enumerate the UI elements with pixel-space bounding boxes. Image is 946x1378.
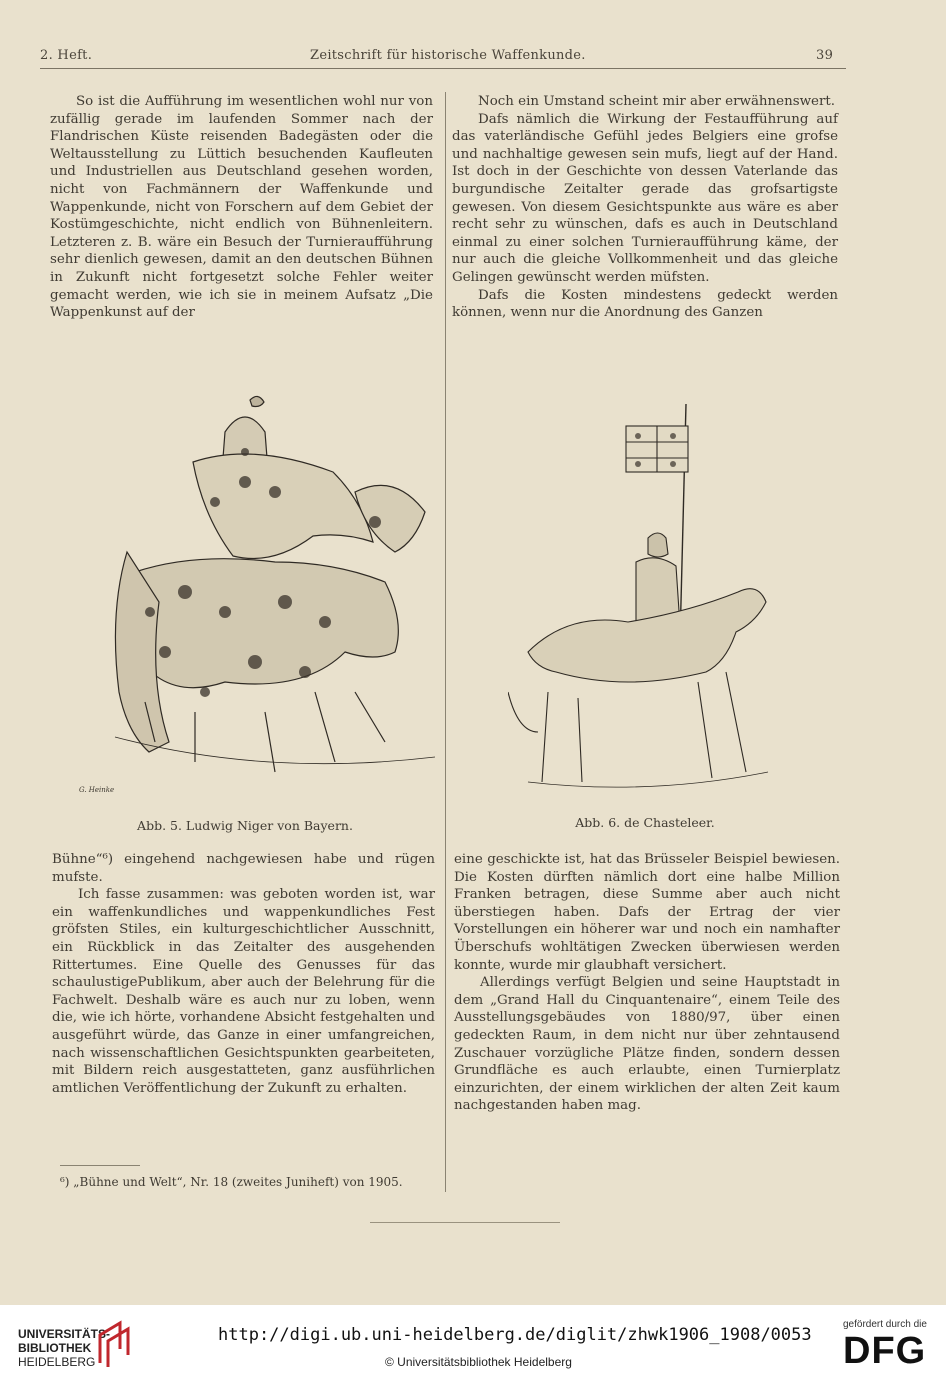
- end-rule: [370, 1222, 560, 1223]
- figure-chasteleer-illustration: [508, 402, 770, 802]
- footnote: ⁶) „Bühne und Welt“, Nr. 18 (zweites Juniheft) von 1905.: [60, 1175, 403, 1189]
- left-column-bottom: [52, 851, 435, 1097]
- right-column-bottom: [454, 851, 840, 1115]
- paragraph: Dafs nämlich die Wirkung der Festaufführung auf das vaterländische Gefühl jedes Belgiers eine grofse und nachhaltige gewesen sein mufs, liegt auf der Hand. Ist doch in der Geschichte von dessen Vaterlande das burgundische Zeitalter gerade das grofsartigste gewesen. Von diesem Gesichtspunkte aus wäre es aber recht sehr zu wünschen, dafs es auch in Deutschland einmal zu einer solchen Turnieraufführung käme, der nur auch die gleiche Vollkommenheit und das gleiche Gelingen gewünscht werden müfsten.: [452, 111, 838, 285]
- paragraph: Ich fasse zusammen: was geboten worden ist, war ein waffenkundliches und wappenkundliches Fest gröfsten Stiles, ein kulturgeschichtlicher Ausschnitt, ein Rückblick in das Zeitalter des ausgehenden Rittertumes. Eine Quelle des Genusses für das schaulustigePublikum, aber auch der Belehrung für die Fachwelt. Deshalb wäre es auch nur zu loben, wenn die, wie ich hörte, vorhandene Absicht festgehalten und ausgeführt würde, das Ganze in einer umfangreichen, nach wissenschaftlichen Gesichtspunkten gearbeiteten, mit Bildern reich ausgestatteten, ganz ausführlichen amtlichen Veröffentlichung der Zukunft zu erhalten.: [52, 887, 435, 1096]
- right-column-top: [452, 93, 838, 322]
- paragraph: Dafs die Kosten mindestens gedeckt werden können, wenn nur die Anordnung des Ganzen: [452, 287, 838, 321]
- permalink-url[interactable]: http://digi.ub.uni-heidelberg.de/diglit/zhwk1906_1908/0053: [218, 1325, 812, 1345]
- copyright-notice: © Universitätsbibliothek Heidelberg: [385, 1355, 572, 1369]
- dfg-logo: DFG: [843, 1330, 927, 1372]
- header-page-number: 39: [816, 48, 834, 63]
- figure-5-caption: Abb. 5. Ludwig Niger von Bayern.: [137, 818, 353, 833]
- library-name-line: BIBLIOTHEK: [18, 1341, 92, 1355]
- footnote-rule: [60, 1165, 140, 1166]
- library-mark-icon: [96, 1319, 132, 1369]
- funding-note: gefördert durch die: [843, 1319, 927, 1330]
- library-name-line: HEIDELBERG: [18, 1355, 96, 1369]
- library-name-line: UNIVERSITÄTS-: [18, 1327, 111, 1341]
- figure-ludwig-niger-illustration: [75, 392, 445, 810]
- column-divider: [445, 92, 446, 1192]
- paragraph: Noch ein Umstand scheint mir aber erwähnenswert.: [478, 94, 836, 109]
- viewer-footer: [0, 1305, 946, 1378]
- header-rule: [40, 68, 846, 69]
- figure-signature: G. Heinke: [79, 786, 115, 794]
- header-journal-title: Zeitschrift für historische Waffenkunde.: [310, 48, 586, 63]
- paragraph: eine geschickte ist, hat das Brüsseler Beispiel bewiesen. Die Kosten dürften nämlich dort eine halbe Million Franken betragen, diese Summe aber auch nicht überstiegen haben. Dafs der Ertrag der vier Vorstellungen ein höherer war und noch ein namhafter Überschufs wohltätigen Zwecken überwiesen werden konnte, wurde mir glaubhaft versichert.: [454, 852, 840, 973]
- paragraph: Bühne“⁶) eingehend nachgewiesen habe und rügen mufste.: [52, 852, 435, 885]
- figure-6-caption: Abb. 6. de Chasteleer.: [575, 815, 715, 830]
- paragraph: So ist die Aufführung im wesentlichen wohl nur von zufällig gerade im laufenden Sommer nach der Flandrischen Küste reisenden Badegästen oder die Weltausstellung zu Lüttich besuchenden Kaufleuten und Industriellen aus Deutschland gesehen worden, nicht von Fachmännern der Waffenkunde und Wappenkunde, nicht von Forschern auf dem Gebiet der Kostümgeschichte, nicht endlich von Bühnenleitern. Letzteren z. B. wäre ein Besuch der Turnieraufführung sehr dienlich gewesen, damit an den deutschen Bühnen in Zukunft nicht fortgesetzt solche Fehler weiter gemacht werden, wie ich sie in meinem Aufsatz „Die Wappenkunst auf der: [50, 94, 433, 321]
- header-issue: 2. Heft.: [40, 48, 93, 63]
- left-column-top: [50, 93, 433, 322]
- paragraph: Allerdings verfügt Belgien und seine Hauptstadt in dem „Grand Hall du Cinquantenaire“, einem Teile des Ausstellungsgebäudes von 1880/97, über einen gedeckten Raum, in dem nicht nur über zehntausend Zuschauer vorzügliche Plätze finden, sondern dessen Grundfläche es auch erlaubte, einen Turnierplatz einzurichten, der einem wirklichen der alten Zeit kaum nachgestanden haben mag.: [454, 975, 840, 1114]
